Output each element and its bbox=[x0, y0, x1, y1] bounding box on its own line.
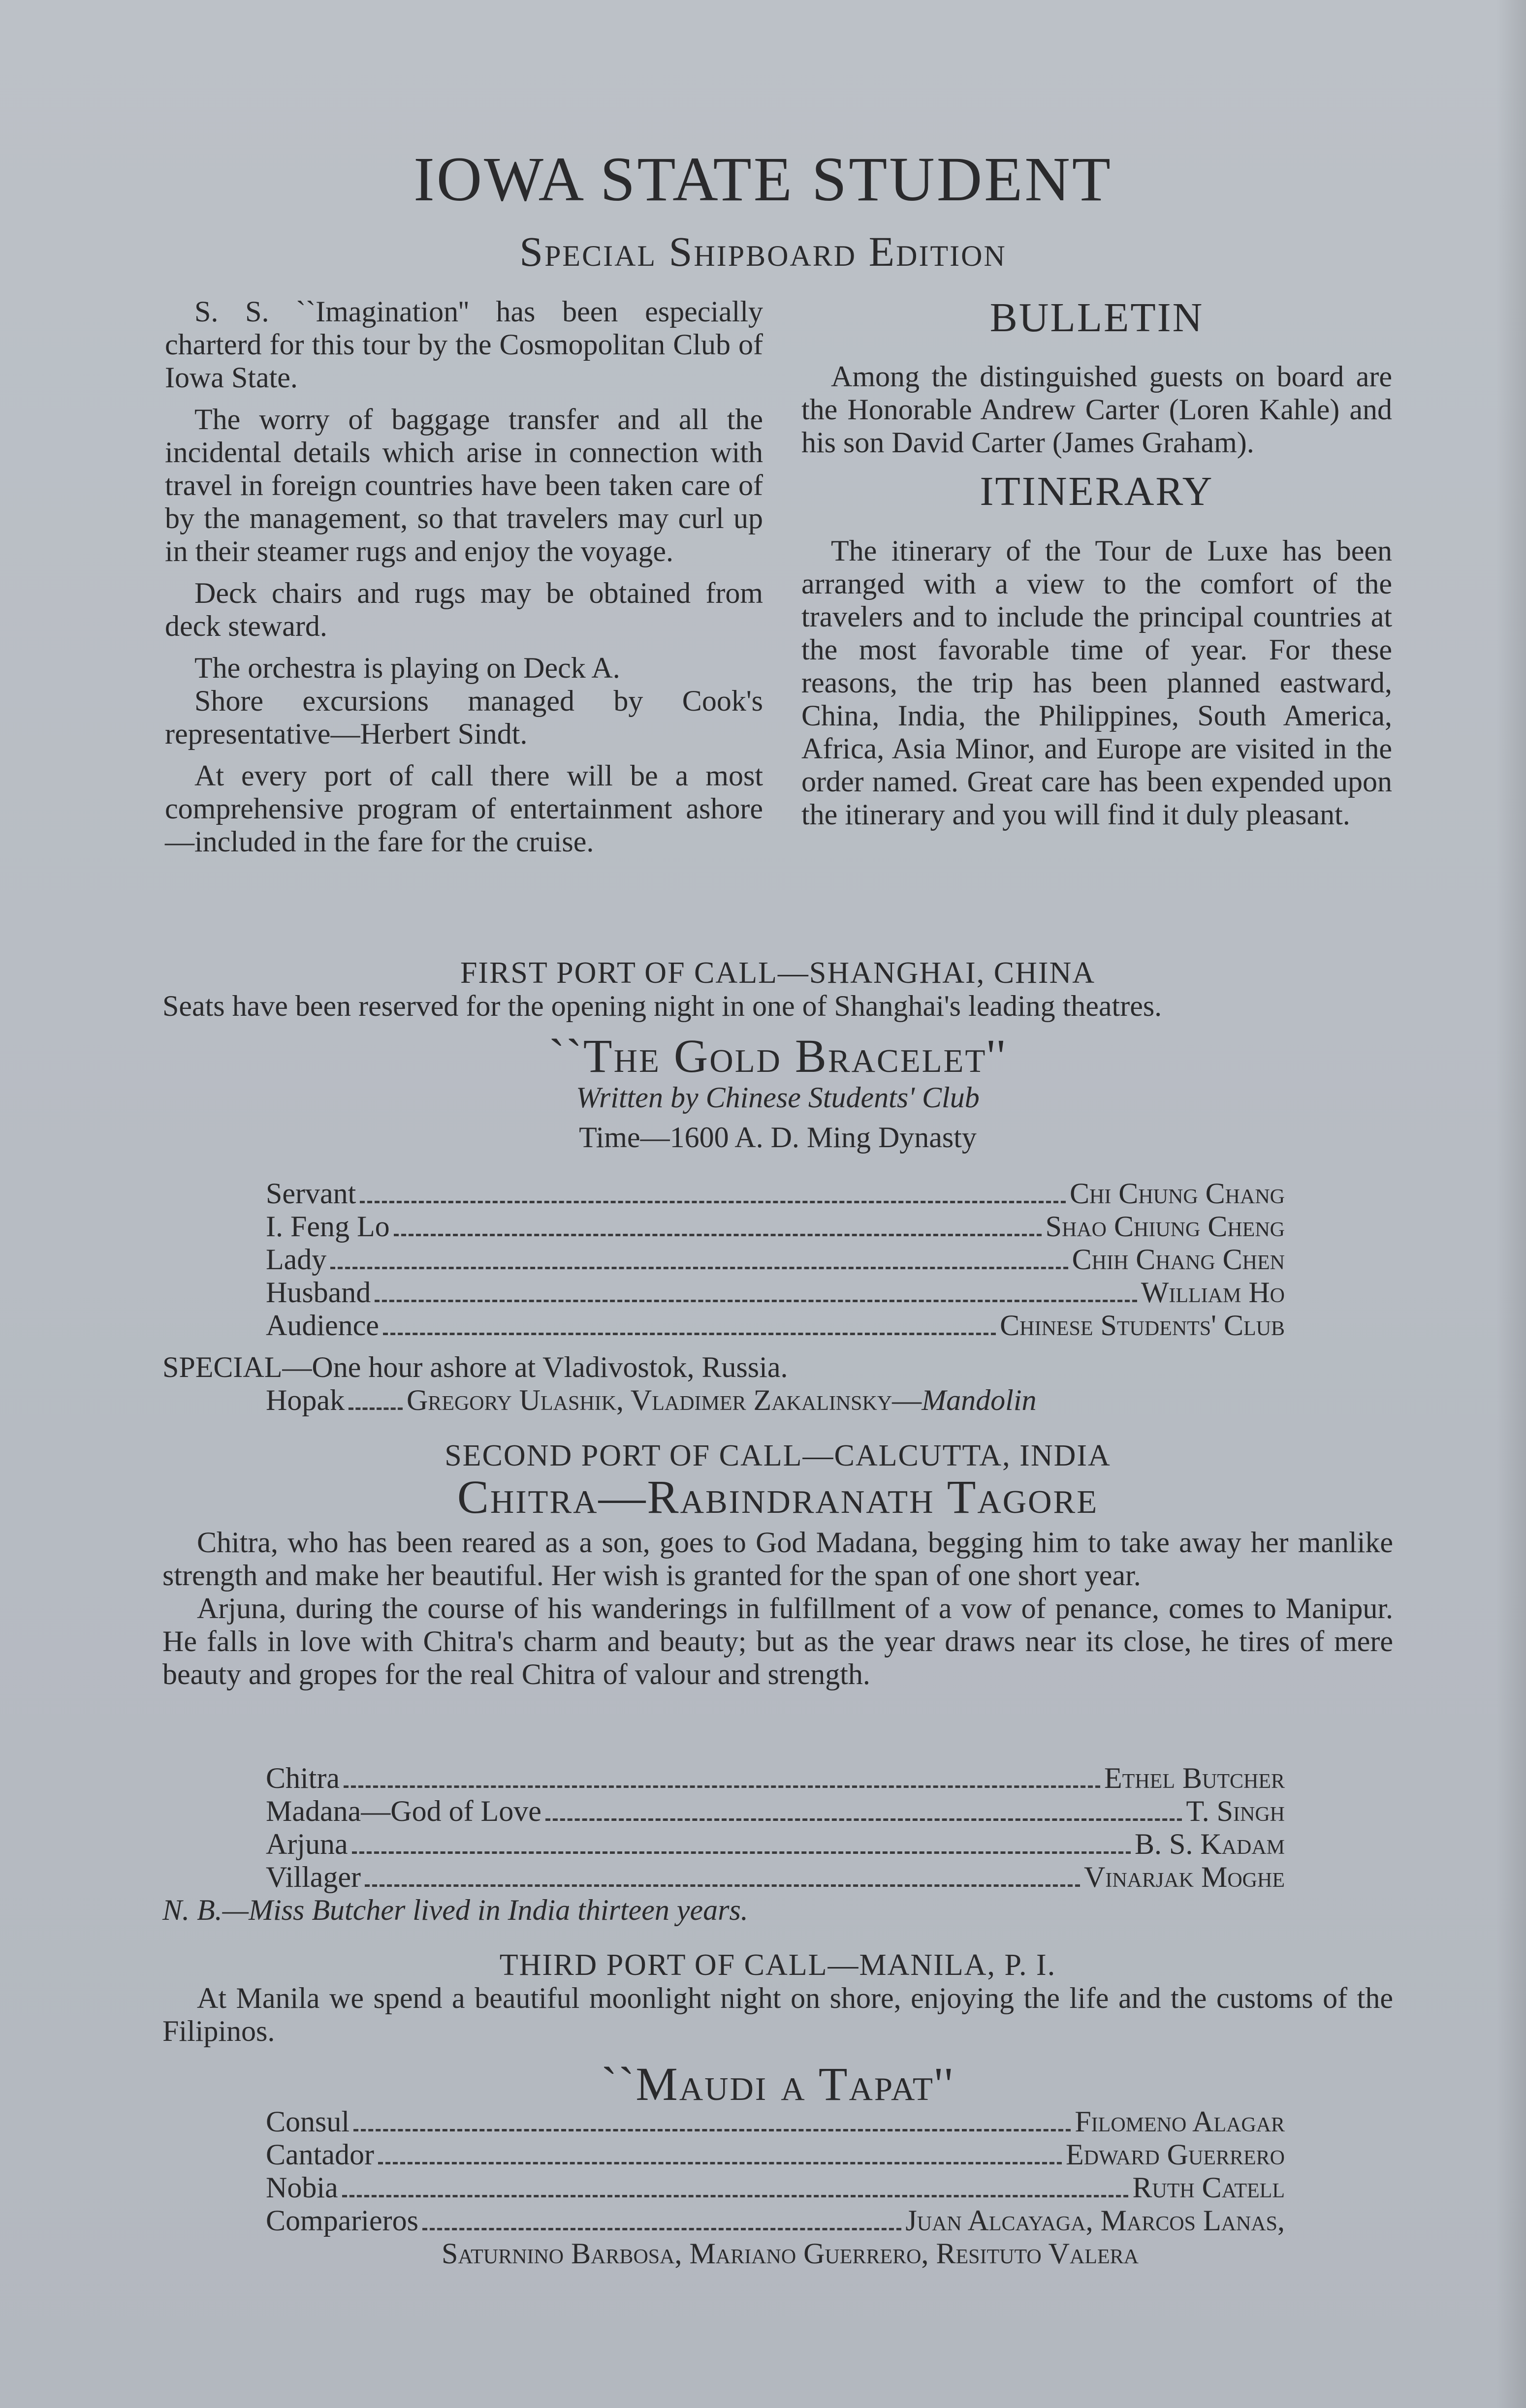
cast-actor: Chi Chung Chang bbox=[1069, 1177, 1285, 1210]
leader-dots bbox=[394, 1234, 1042, 1236]
leader-dots bbox=[352, 1851, 1131, 1854]
leader-dots bbox=[545, 1818, 1182, 1821]
cast-role: Madana—God of Love bbox=[266, 1795, 541, 1827]
cast-actor: T. Singh bbox=[1186, 1795, 1285, 1827]
cast-row bbox=[266, 1795, 1285, 1828]
cast-actor: Chih Chang Chen bbox=[1072, 1243, 1285, 1276]
cast-actor: B. S. Kadam bbox=[1134, 1828, 1285, 1860]
cast-row bbox=[266, 1762, 1285, 1795]
play-synopsis: Chitra, who has been reared as a son, goes to God Madana, begging him to take away her manlike strength and make her beautiful. Her wish is granted for the span of one short year. bbox=[162, 1526, 1393, 1592]
cast-actor: Filomeno Alagar bbox=[1075, 2105, 1285, 2138]
second-cast-list bbox=[266, 1762, 1285, 1894]
notice-paragraph: The orchestra is playing on Deck A. bbox=[194, 652, 620, 684]
cast-instrument: Mandolin bbox=[922, 1384, 1037, 1416]
notice-paragraph: The worry of baggage transfer and all the incidental details which arise in connection with travel in foreign countries have been taken care of by the management, so that travelers may curl up in their steamer rugs and enjoy the voyage. bbox=[165, 403, 763, 567]
notice-paragraph: Shore excursions managed by Cook's representative—Herbert Sindt. bbox=[165, 685, 763, 750]
third-port-section bbox=[162, 1949, 1393, 2109]
right-column bbox=[801, 295, 1392, 840]
special-note bbox=[162, 1351, 1393, 1384]
cast-row bbox=[266, 1177, 1285, 1210]
cast-row bbox=[266, 1384, 1285, 1417]
leader-dots bbox=[383, 1333, 996, 1335]
leader-dots bbox=[353, 2129, 1071, 2131]
cast-role: Chitra bbox=[266, 1762, 340, 1794]
leader-dots bbox=[365, 1884, 1080, 1887]
port-heading: FIRST PORT OF CALL—SHANGHAI, CHINA bbox=[460, 956, 1096, 990]
play-byline: Written by Chinese Students' Club bbox=[576, 1081, 980, 1114]
cast-row bbox=[266, 1861, 1285, 1894]
third-cast-list bbox=[266, 2105, 1285, 2270]
cast-row bbox=[266, 1309, 1285, 1342]
special-text: SPECIAL—One hour ashore at Vladivostok, Russia. bbox=[162, 1351, 788, 1383]
bulletin-text: Among the distinguished guests on board are the Honorable Andrew Carter (Loren Kahle) and his son David Carter (James Graham). bbox=[801, 360, 1392, 459]
cast-actor: Juan Alcayaga, Marcos Lanas, bbox=[905, 2204, 1285, 2237]
play-title: ``Maudi a Tapat'' bbox=[601, 2058, 954, 2110]
leader-dots bbox=[342, 2195, 1129, 2197]
leader-dots bbox=[330, 1267, 1068, 1269]
hopak-line bbox=[266, 1384, 1285, 1417]
cast-role: Servant bbox=[266, 1177, 356, 1210]
notice-paragraph: Deck chairs and rugs may be obtained from deck steward. bbox=[165, 577, 763, 642]
left-column bbox=[165, 295, 763, 867]
cast-role: Comparieros bbox=[266, 2204, 418, 2237]
leader-dots bbox=[422, 2228, 901, 2230]
cast-actor: Gregory Ulashik, Vladimer Zakalinsky— bbox=[406, 1384, 922, 1416]
cast-row bbox=[266, 1210, 1285, 1243]
leader-dots bbox=[375, 1300, 1137, 1302]
second-port-note bbox=[162, 1894, 1393, 1927]
cast-role: Hopak bbox=[266, 1384, 345, 1416]
note-text: N. B.—Miss Butcher lived in India thirteen years. bbox=[162, 1894, 748, 1926]
port-heading: THIRD PORT OF CALL—MANILA, P. I. bbox=[499, 1948, 1056, 1982]
first-cast-list bbox=[266, 1177, 1285, 1342]
cast-role: Lady bbox=[266, 1243, 327, 1276]
notice-paragraph: S. S. ``Imagination'' has been especially charterd for this tour by the Cosmopolitan Club of Iowa State. bbox=[165, 295, 763, 394]
cast-row bbox=[266, 2138, 1285, 2171]
port-intro: At Manila we spend a beautiful moonlight night on shore, enjoying the life and the customs of the Filipinos. bbox=[162, 1982, 1393, 2047]
cast-actor: Edward Guerrero bbox=[1066, 2138, 1285, 2171]
cast-role: I. Feng Lo bbox=[266, 1210, 390, 1243]
bulletin-heading: BULLETIN bbox=[989, 295, 1204, 341]
second-port-section bbox=[162, 1439, 1393, 1691]
play-synopsis: Arjuna, during the course of his wanderings in fulfillment of a vow of penance, comes to Manipur. He falls in love with Chitra's charm and beauty; but as the year draws near its close, he tires of mere beauty and gropes for the real Chitra of valour and strength. bbox=[162, 1592, 1393, 1690]
cast-row bbox=[266, 2204, 1285, 2237]
cast-row bbox=[266, 1276, 1285, 1309]
cast-actor: Ethel Butcher bbox=[1104, 1762, 1285, 1794]
play-title: ``The Gold Bracelet'' bbox=[548, 1030, 1007, 1082]
cast-role: Villager bbox=[266, 1861, 361, 1893]
cast-actor: Chinese Students' Club bbox=[1000, 1309, 1285, 1342]
cast-actor: Vinarjak Moghe bbox=[1084, 1861, 1285, 1893]
edition-subtitle: Special Shipboard Edition bbox=[519, 228, 1007, 275]
cast-role: Cantador bbox=[266, 2138, 374, 2171]
cast-actor-continued: Saturnino Barbosa, Mariano Guerrero, Resituto Valera bbox=[442, 2237, 1139, 2270]
port-heading: SECOND PORT OF CALL—CALCUTTA, INDIA bbox=[445, 1439, 1111, 1472]
play-title: Chitra—Rabindranath Tagore bbox=[457, 1470, 1099, 1523]
cast-row bbox=[266, 1243, 1285, 1276]
cast-actor: Shao Chiung Cheng bbox=[1045, 1210, 1285, 1243]
cast-role: Consul bbox=[266, 2105, 350, 2138]
cast-role: Husband bbox=[266, 1276, 371, 1309]
leader-dots bbox=[344, 1785, 1100, 1788]
port-intro: Seats have been reserved for the opening night in one of Shanghai's leading theatres. bbox=[162, 990, 1162, 1022]
itinerary-text: The itinerary of the Tour de Luxe has been arranged with a view to the comfort of the travelers and to include the principal countries at the most favorable time of year. For these reasons, the trip has been planned eastward, China, India, the Philippines, South America, Africa, Asia Minor, and Europe are visited in the order named. Great care has been expended upon the itinerary and you will find it duly pleasant. bbox=[801, 534, 1392, 831]
leader-dots bbox=[360, 1201, 1066, 1203]
itinerary-heading: ITINERARY bbox=[980, 469, 1214, 515]
first-port-section bbox=[162, 957, 1393, 1154]
play-time: Time—1600 A. D. Ming Dynasty bbox=[579, 1121, 977, 1154]
page-edge-shadow bbox=[1496, 0, 1526, 2408]
cast-role: Audience bbox=[266, 1309, 379, 1342]
cast-actor: Ruth Catell bbox=[1132, 2171, 1285, 2204]
cast-actor: William Ho bbox=[1141, 1276, 1285, 1309]
cast-role: Nobia bbox=[266, 2171, 338, 2204]
cast-row bbox=[266, 1828, 1285, 1861]
cast-row bbox=[266, 2105, 1285, 2138]
masthead: IOWA STATE STUDENT bbox=[413, 144, 1113, 214]
notice-paragraph: At every port of call there will be a most comprehensive program of entertainment ashore—included in the fare for the cruise. bbox=[165, 759, 763, 858]
cast-row bbox=[266, 2171, 1285, 2204]
cast-role: Arjuna bbox=[266, 1828, 348, 1860]
leader-dots bbox=[378, 2162, 1062, 2164]
leader-dots bbox=[349, 1407, 403, 1410]
